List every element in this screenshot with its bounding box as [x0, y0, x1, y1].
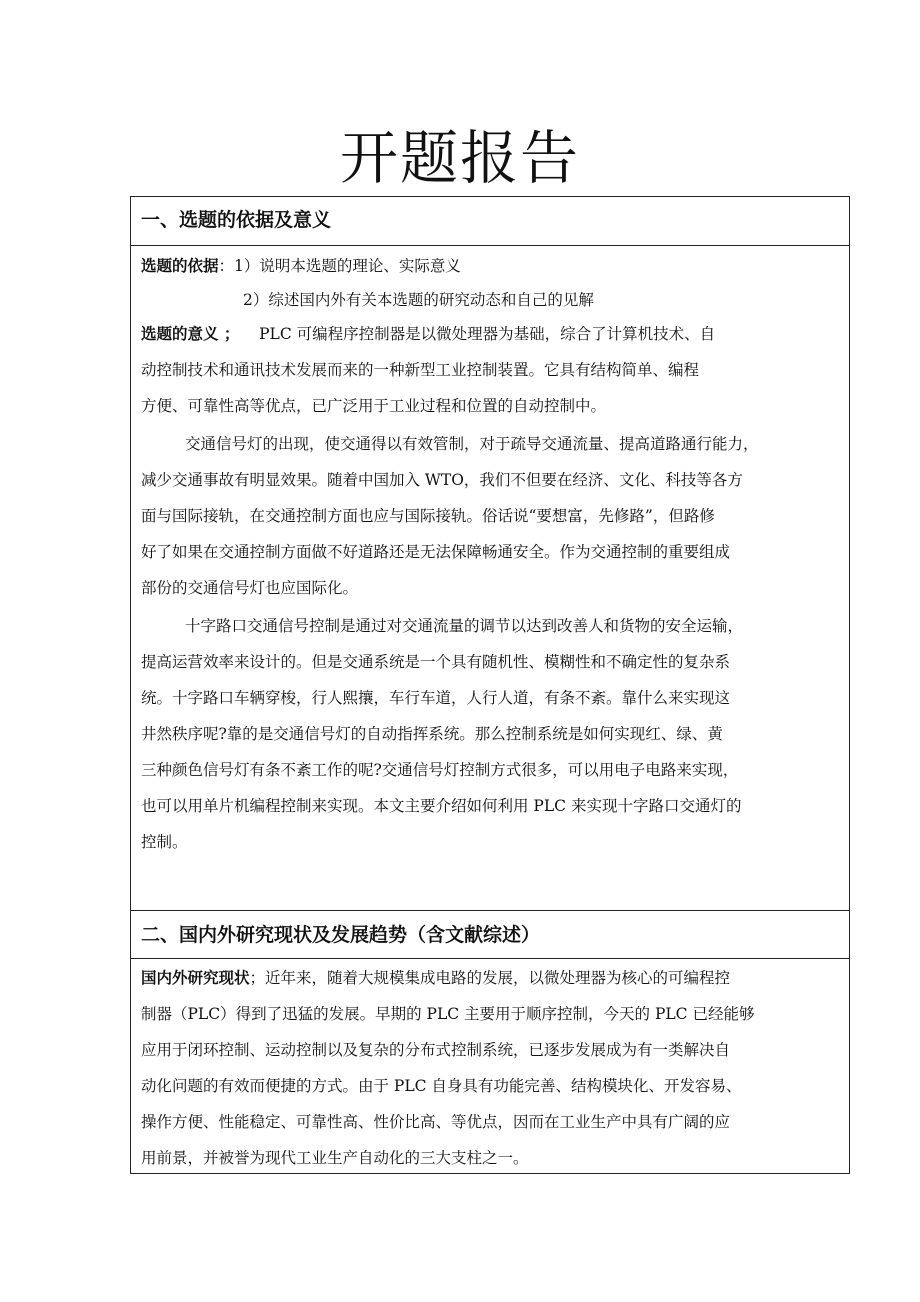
report-table	[130, 196, 850, 1174]
status-text-4: 动化问题的有效而便捷的方式。由于 PLC 自身具有功能完善、结构模块化、开发容易、	[141, 1077, 742, 1095]
basis-colon: ：	[218, 257, 235, 275]
status-text-2: 制器（PLC）得到了迅猛的发展。早期的 PLC 主要用于顺序控制，今天的 PLC 已经能够	[141, 1005, 755, 1023]
para3-line-6: 也可以用单片机编程控制来实现。本文主要介绍如何利用 PLC 来实现十字路口交通灯的	[141, 797, 742, 815]
para2-line-5: 部份的交通信号灯也应国际化。	[141, 579, 359, 597]
status-label: 国内外研究现状	[141, 969, 250, 987]
para3-line-1: 十字路口交通信号控制是通过对交通流量的调节以达到改善人和货物的安全运输，	[185, 617, 744, 635]
significance-text-3: 方便、可靠性高等优点，已广泛用于工业过程和位置的自动控制中。	[141, 397, 607, 415]
significance-label: 选题的意义 ；	[141, 325, 240, 343]
section2-divider	[131, 958, 849, 959]
para2-line-4: 好了如果在交通控制方面做不好道路还是无法保障畅通安全。作为交通控制的重要组成	[141, 543, 731, 561]
para3-line-7: 控制。	[141, 833, 188, 851]
section1-divider	[131, 245, 849, 246]
significance-text-1: PLC 可编程序控制器是以微处理器为基础，综合了计算机技术、自	[259, 325, 716, 343]
document-title: 开题报告	[339, 124, 580, 192]
basis-line-1	[141, 255, 461, 277]
para3-line-2: 提高运营效率来设计的。但是交通系统是一个具有随机性、模糊性和不确定性的复杂系	[141, 653, 731, 671]
para3-line-5: 三种颜色信号灯有条不紊工作的呢?交通信号灯控制方式很多，可以用电子电路来实现，	[141, 761, 739, 779]
status-text-5: 操作方便、性能稳定、可靠性高、性价比高、等优点，因而在工业生产中具有广阔的应	[141, 1113, 731, 1131]
section2-heading: 二、国内外研究现状及发展趋势（含文献综述）	[141, 924, 541, 946]
section1-heading: 一、选题的依据及意义	[141, 209, 332, 231]
status-text-1: 近年来，随着大规模集成电路的发展，以微处理器为核心的可编程控	[265, 969, 731, 987]
para3-line-3: 统。十字路口车辆穿梭，行人熙攘，车行车道，人行人道，有条不紊。靠什么来实现这	[141, 689, 731, 707]
significance-text-2: 动控制技术和通讯技术发展而来的一种新型工业控制装置。它具有结构简单、编程	[141, 361, 700, 379]
basis-item-2: 2）综述国内外有关本选题的研究动态和自己的见解	[243, 291, 594, 309]
significance-line-1	[141, 323, 715, 345]
status-text-6: 用前景，并被誉为现代工业生产自动化的三大支柱之一。	[141, 1149, 529, 1167]
status-text-3: 应用于闭环控制、运动控制以及复杂的分布式控制系统，已逐步发展成为有一类解决自	[141, 1041, 731, 1059]
status-colon: ；	[249, 969, 266, 987]
basis-label: 选题的依据	[141, 257, 219, 275]
para2-line-2: 减少交通事故有明显效果。随着中国加入 WTO，我们不但要在经济、文化、科技等各方	[141, 471, 743, 489]
para3-line-4: 井然秩序呢?靠的是交通信号灯的自动指挥系统。那么控制系统是如何实现红、绿、黄	[141, 725, 723, 743]
status-line-1	[141, 967, 730, 989]
basis-item-1: 1）说明本选题的理论、实际意义	[234, 257, 461, 275]
para2-line-1: 交通信号灯的出现，使交通得以有效管制，对于疏导交通流量、提高道路通行能力，	[185, 435, 759, 453]
para2-line-3: 面与国际接轨，在交通控制方面也应与国际接轨。俗话说“要想富，先修路”，但路修	[141, 507, 715, 525]
section2-top-divider	[131, 910, 849, 911]
